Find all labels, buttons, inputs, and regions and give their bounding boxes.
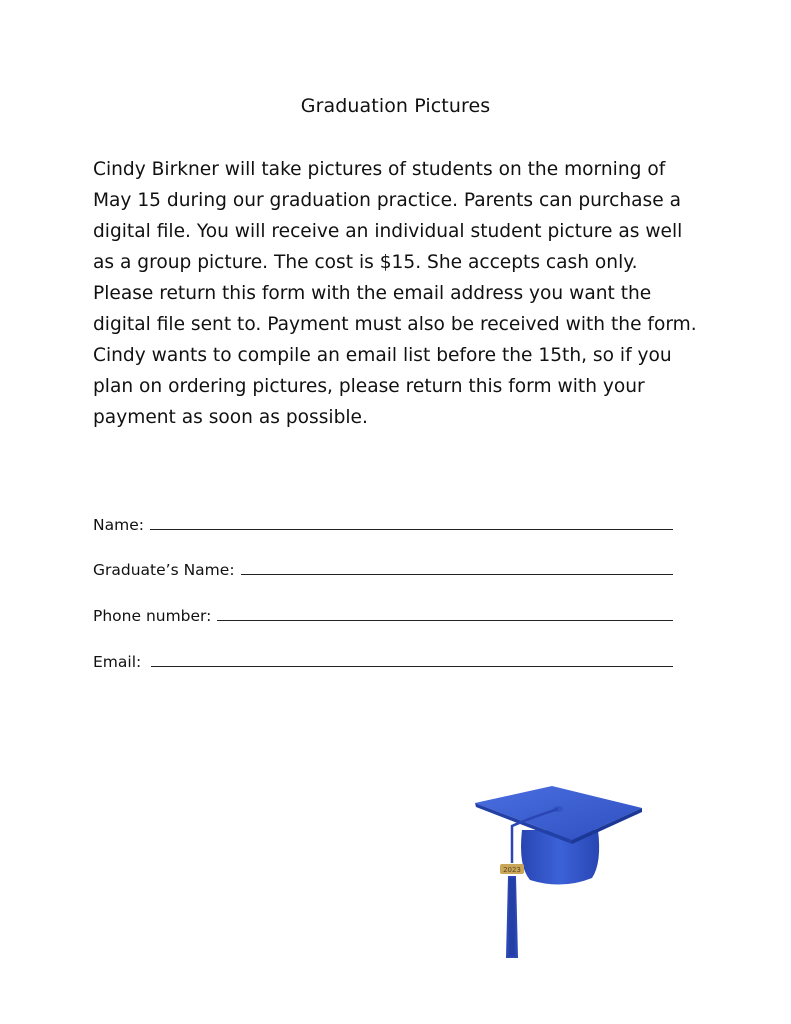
charm-text: 2023 — [503, 866, 521, 874]
phone-number-field[interactable] — [93, 601, 673, 625]
graduate-name-field[interactable] — [93, 555, 673, 579]
phone-number-label: Phone number: — [93, 607, 212, 625]
name-label: Name: — [93, 516, 144, 534]
body-paragraph: Cindy Birkner will take pictures of students on the morning of May 15 during our graduation practice. Parents can purchase a digital file. You will receive an individual student picture as well as a group picture. The cost is $15. She accepts cash only. Please return this form with the email address you want the digital file sent to. Payment must also be received with the form. Cindy wants to compile an email list before the 15th, so if you plan on ordering pictures, please return this form with your payment as soon as possible. — [93, 159, 697, 428]
email-line[interactable] — [151, 666, 673, 667]
email-label: Email: — [93, 653, 142, 671]
graduation-cap-icon — [470, 778, 650, 968]
graduate-name-label: Graduate’s Name: — [93, 561, 235, 579]
phone-number-line[interactable] — [217, 620, 673, 621]
graduate-name-line[interactable] — [241, 574, 673, 575]
name-line[interactable] — [150, 529, 673, 530]
page-title: Graduation Pictures — [300, 95, 491, 117]
name-field[interactable] — [93, 510, 673, 534]
email-field[interactable] — [93, 647, 673, 671]
